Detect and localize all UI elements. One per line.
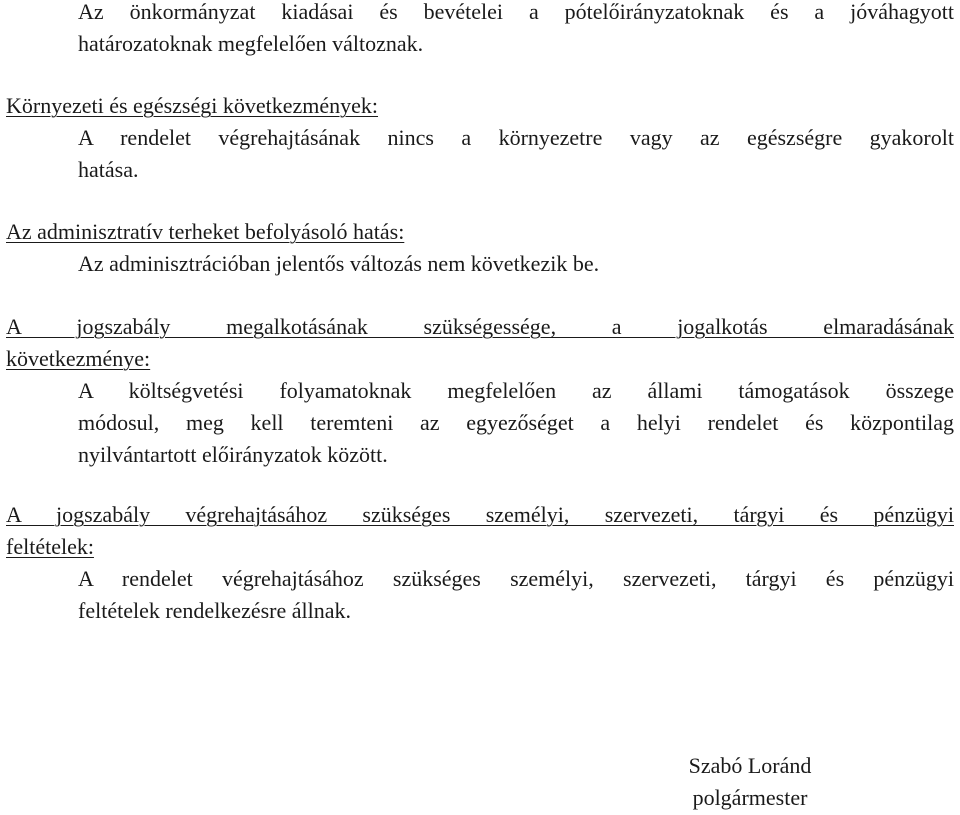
section-heading-line-1: A jogszabály megalkotásának szükségessége, a jogalkotás elmaradásának xyxy=(6,314,954,339)
section-heading: Az adminisztratív terheket befolyásoló hatás: xyxy=(6,219,405,244)
section-heading: Környezeti és egészségi következmények: xyxy=(6,93,379,118)
body-line-3: nyilvántartott előirányzatok között. xyxy=(78,442,388,467)
section-heading-line-1: A jogszabály végrehajtásához szükséges személyi, szervezeti, tárgyi és pénzügyi xyxy=(6,502,954,527)
section-heading-line-2: feltételek: xyxy=(6,534,94,559)
signatory-name: Szabó Loránd xyxy=(688,753,812,778)
body-line-1: A rendelet végrehajtásának nincs a környezetre vagy az egészségre gyakorolt xyxy=(78,125,954,150)
section-body xyxy=(78,248,954,280)
section-body xyxy=(78,122,954,186)
intro-line-1: Az önkormányzat kiadásai és bevételei a pótelőirányzatoknak és a jóváhagyott xyxy=(78,0,954,24)
section-environment-health xyxy=(6,90,954,186)
signature-block xyxy=(650,750,850,814)
section-heading-line-2: következménye: xyxy=(6,346,151,371)
section-requirements xyxy=(6,499,954,627)
section-necessity xyxy=(6,311,954,471)
body-line-2: módosul, meg kell teremteni az egyezőséget a helyi rendelet és központilag xyxy=(78,410,954,435)
section-body xyxy=(78,375,954,471)
intro-line-2: határozatoknak megfelelően változnak. xyxy=(78,31,424,56)
body-line-1: Az adminisztrációban jelentős változás nem következik be. xyxy=(78,251,600,276)
section-body xyxy=(78,563,954,627)
body-line-1: A költségvetési folyamatoknak megfelelően az állami támogatások összege xyxy=(78,378,954,403)
body-line-2: feltételek rendelkezésre állnak. xyxy=(78,598,352,623)
signatory-title: polgármester xyxy=(692,785,808,810)
section-administrative-burden xyxy=(6,216,954,280)
body-line-1: A rendelet végrehajtásához szükséges személyi, szervezeti, tárgyi és pénzügyi xyxy=(78,566,954,591)
intro-paragraph xyxy=(6,0,954,60)
body-line-2: hatása. xyxy=(78,157,139,182)
